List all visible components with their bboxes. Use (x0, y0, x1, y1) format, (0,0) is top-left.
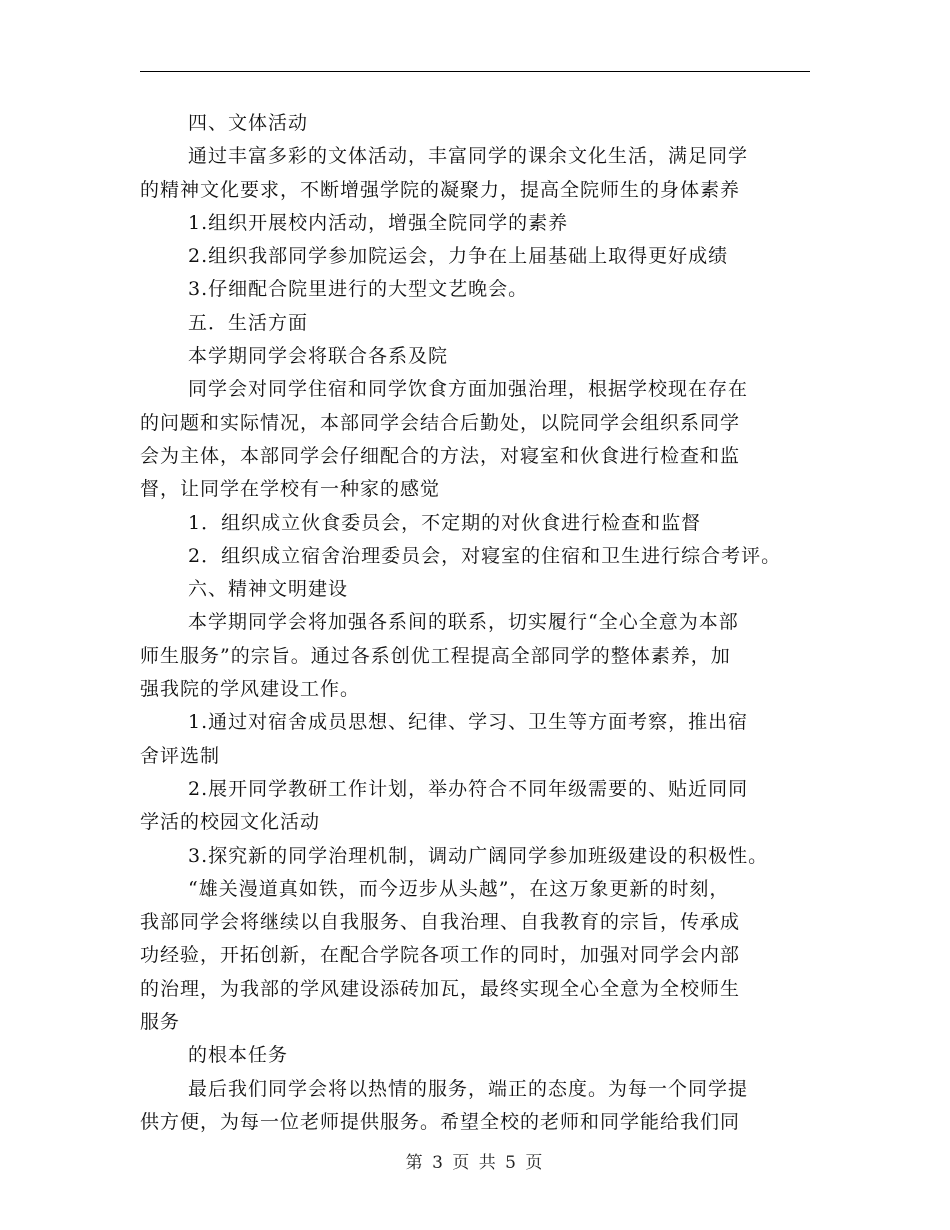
line-12: 1．组织成立伙食委员会，不定期的对伙食进行检查和监督 (188, 511, 702, 534)
line-19: 舍评选制 (140, 744, 221, 767)
line-27: 服务 (140, 1011, 181, 1034)
line-25: 功经验，开拓创新，在配合学院各项工作的同时，加强对同学会内部 (140, 944, 741, 967)
line-15: 本学期同学会将加强各系间的联系，切实履行“全心全意为本部 (188, 611, 739, 634)
line-28: 的根本任务 (188, 1044, 289, 1067)
line-6: 五．生活方面 (188, 311, 309, 334)
line-7: 本学期同学会将联合各系及院 (188, 345, 449, 368)
line-0: 四、文体活动 (188, 112, 309, 134)
line-22: 3.探究新的同学治理机制，调动广阔同学参加班级建设的积极性。 (188, 844, 769, 867)
line-8: 同学会对同学住宿和同学饮食方面加强治理，根据学校现在存在 (188, 378, 749, 401)
line-24: 我部同学会将继续以自我服务、自我治理、自我教育的宗旨，传承成 (140, 911, 741, 934)
line-9: 的问题和实际情况，本部同学会结合后勤处，以院同学会组织系同学 (140, 411, 741, 434)
line-14: 六、精神文明建设 (188, 578, 349, 601)
line-16: 师生服务”的宗旨。通过各系创优工程提高全部同学的整体素养，加 (140, 644, 731, 667)
line-2: 的精神文化要求，不断增强学院的凝聚力，提高全院师生的身体素养 (140, 178, 741, 201)
line-10: 会为主体，本部同学会仔细配合的方法，对寝室和伙食进行检查和监 (140, 444, 741, 467)
line-1: 通过丰富多彩的文体活动，丰富同学的课余文化生活，满足同学 (188, 145, 749, 168)
line-23: “雄关漫道真如铁，而今迈步从头越”，在这万象更新的时刻， (188, 877, 730, 900)
line-17: 强我院的学风建设工作。 (140, 678, 361, 701)
header-rule (140, 71, 810, 72)
page-number: 第 3 页 共 5 页 (405, 1153, 545, 1173)
line-26: 的治理，为我部的学风建设添砖加瓦，最终实现全心全意为全校师生 (140, 977, 741, 1000)
line-11: 督，让同学在学校有一种家的感觉 (140, 478, 441, 501)
line-21: 学活的校园文化活动 (140, 811, 321, 834)
line-29: 最后我们同学会将以热情的服务，端正的态度。为每一个同学提 (188, 1077, 749, 1100)
line-3: 1.组织开展校内活动，增强全院同学的素养 (188, 211, 569, 234)
line-13: 2．组织成立宿舍治理委员会，对寝室的住宿和卫生进行综合考评。 (188, 544, 782, 567)
line-30: 供方便，为每一位老师提供服务。希望全校的老师和同学能给我们同 (140, 1110, 741, 1133)
line-5: 3.仔细配合院里进行的大型文艺晚会。 (188, 278, 529, 301)
line-20: 2.展开同学教研工作计划，举办符合不同年级需要的、贴近同同 (188, 777, 749, 800)
document-body (140, 107, 810, 1139)
line-4: 2.组织我部同学参加院运会，力争在上届基础上取得更好成绩 (188, 245, 729, 268)
line-18: 1.通过对宿舍成员思想、纪律、学习、卫生等方面考察，推出宿 (188, 711, 749, 734)
